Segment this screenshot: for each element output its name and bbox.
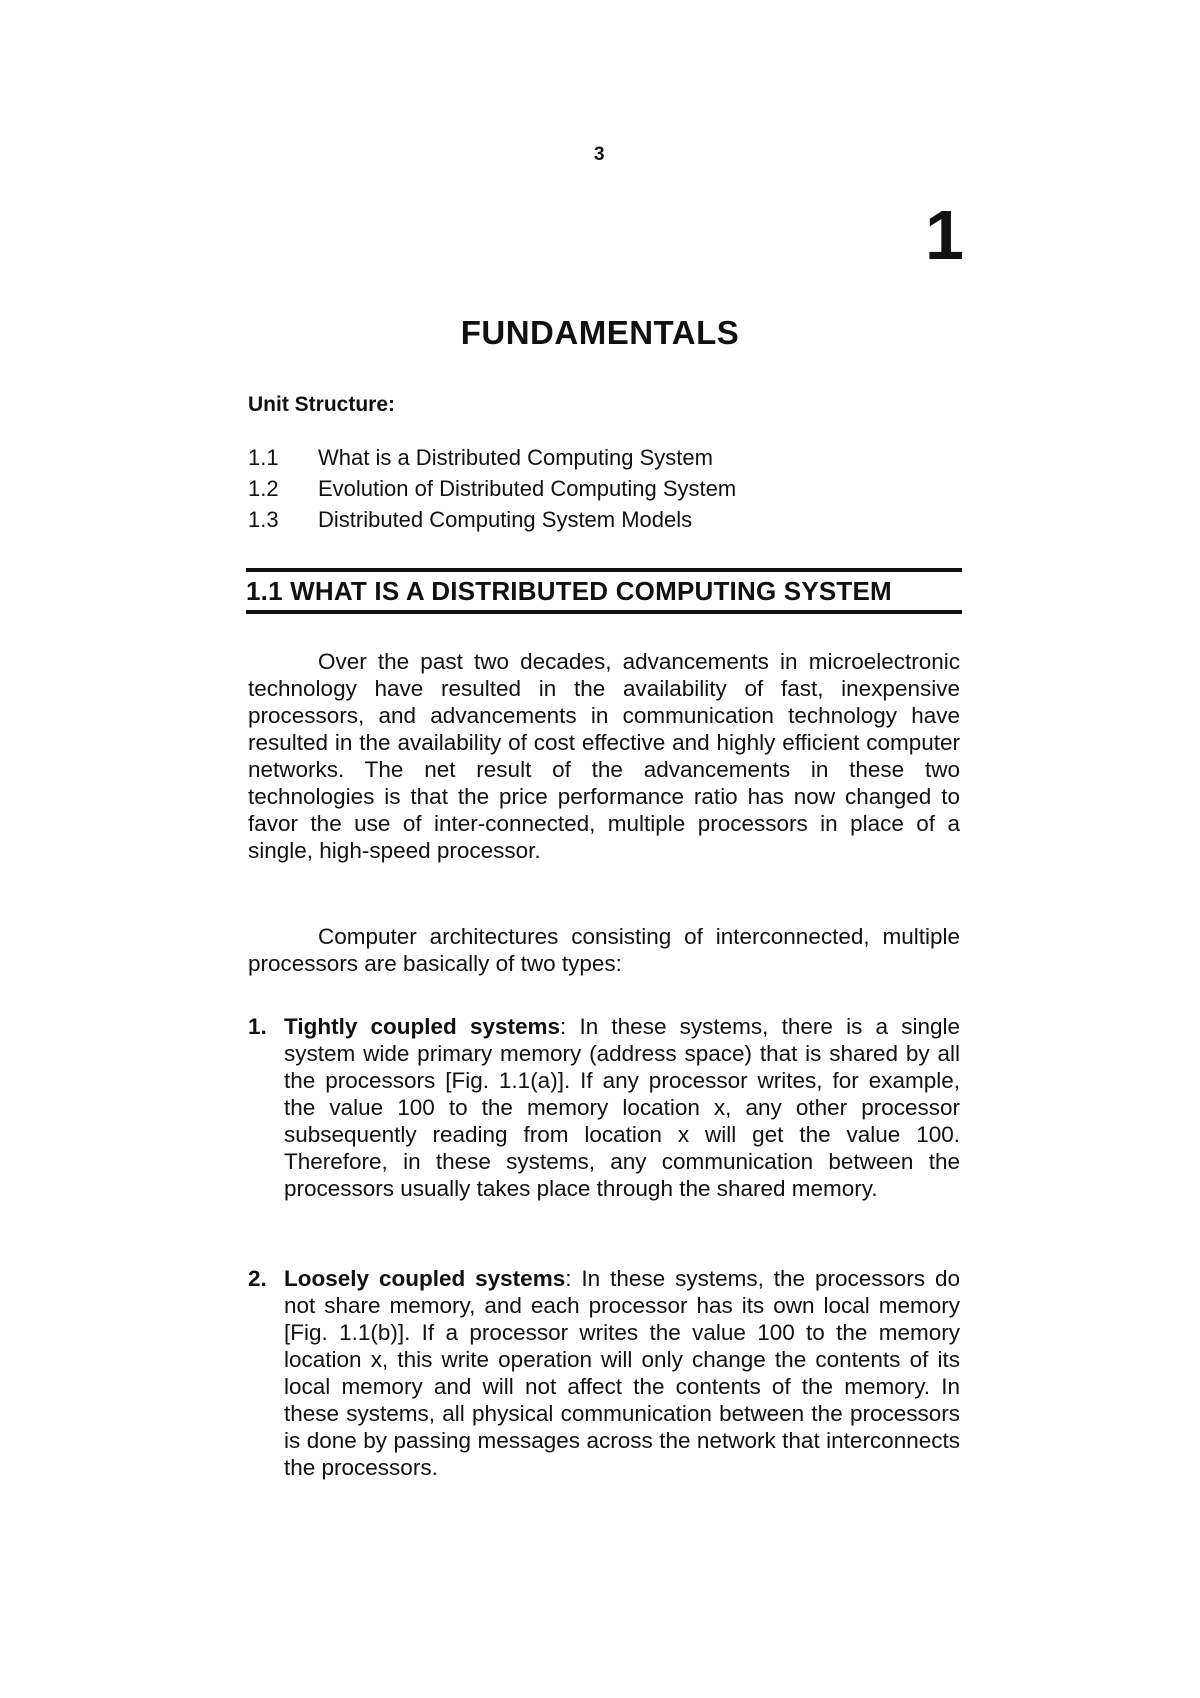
page-number: 3 (594, 144, 605, 165)
list-item-body (284, 1013, 960, 1202)
list-item-body (284, 1265, 960, 1481)
toc-item-number: 1.3 (248, 507, 279, 532)
chapter-number: 1 (925, 196, 964, 274)
paragraph (248, 923, 960, 977)
toc-item-number: 1.2 (248, 476, 279, 501)
section-heading: 1.1 WHAT IS A DISTRIBUTED COMPUTING SYSTEM (246, 568, 962, 614)
list-item-term: Loosely coupled systems (284, 1266, 566, 1291)
toc-item-title: What is a Distributed Computing System (318, 445, 713, 470)
paragraph (248, 648, 960, 864)
paragraph-text: Over the past two decades, advancements in microelectronic technology have resulted in the availability of fast, inexpensive processors, and advancements in communication technology have resulted in the availability of cost effective and highly efficient computer networks. The net result of the advancements in these two technologies is that the price performance ratio has now changed to favor the use of inter-connected, multiple processors in place of a single, high-speed processor. (248, 649, 960, 863)
list-item-text: : In these systems, the processors do not share memory, and each processor has its own local memory [Fig. 1.1(b)]. If a processor writes the value 100 to the memory location x, this write operation will only change the contents of its local memory and will not affect the contents of the memory. In these systems, all physical communication between the processors is done by passing messages across the network that interconnects the processors. (284, 1266, 960, 1480)
toc-item (248, 473, 736, 504)
toc-item-title: Distributed Computing System Models (318, 507, 693, 532)
list-item (248, 1013, 960, 1202)
list-item (248, 1265, 960, 1481)
list-item-text: : In these systems, there is a single system wide primary memory (address space) that is shared by all the processors [Fig. 1.1(a)]. If any processor writes, for example, the value 100 to the memory location x, any other processor subsequently reading from location x will get the value 100. Therefore, in these systems, any communication between the processors usually takes place through the shared memory. (284, 1014, 960, 1201)
toc-item (248, 504, 736, 535)
toc-item-number: 1.1 (248, 445, 279, 470)
unit-structure-list (248, 442, 736, 535)
list-item-term: Tightly coupled systems (284, 1014, 561, 1039)
toc-item-title: Evolution of Distributed Computing System (318, 476, 737, 501)
list-marker: 2. (248, 1266, 267, 1291)
paragraph-text: Computer architectures consisting of interconnected, multiple processors are basically of two types: (248, 924, 960, 976)
chapter-title: FUNDAMENTALS (460, 314, 740, 351)
list-marker: 1. (248, 1014, 267, 1039)
unit-structure-label: Unit Structure: (248, 393, 395, 416)
toc-item (248, 442, 736, 473)
